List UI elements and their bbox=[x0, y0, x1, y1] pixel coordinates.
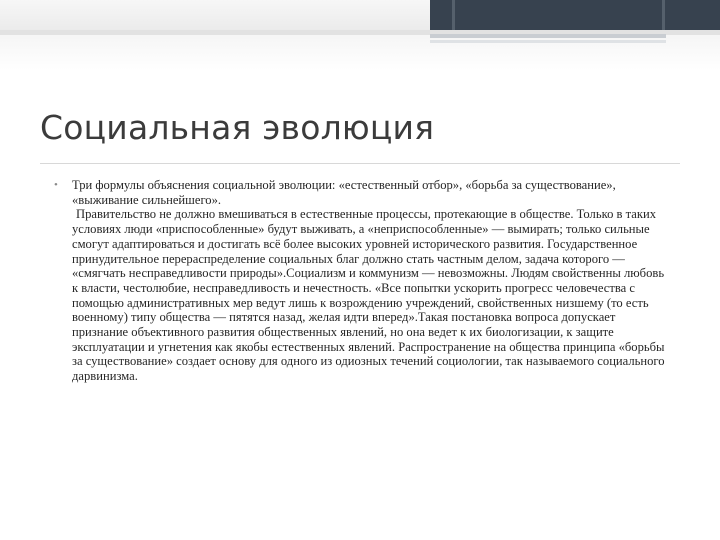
accent-stripe bbox=[662, 0, 665, 30]
header-accent-line bbox=[430, 34, 666, 38]
slide-title: Социальная эволюция bbox=[40, 108, 435, 147]
title-divider bbox=[40, 163, 680, 164]
header-accent-block bbox=[430, 0, 720, 30]
bullet-paragraph-intro: Три формулы объяснения социальной эволюции: «естественный отбор», «борьба за существование», «выживание сильнейшего». bbox=[72, 178, 616, 207]
accent-stripe bbox=[452, 0, 455, 30]
slide-body bbox=[52, 178, 670, 384]
bullet-paragraph-body: Правительство не должно вмешиваться в естественные процессы, протекающие в обществе. Только в таких условиях люди «приспособленные» будут выживать, а «неприспособленные» — вымирать; только сильные смогут адаптироваться и достигать всё более высоких уровней исторического развития. Государственное принудительное перераспределение социальных благ должно стать частным делом, задача которого — «смягчать несправедливости природы».Социализм и коммунизм — невозможны. Людям свойственны любовь к власти, честолюбие, несправедливость и нечестность. «Все попытки ускорить прогресс человечества с помощью административных мер ведут лишь к возрождению учреждений, свойственных низшему (то есть военному) типу общества — пятятся назад, желая идти вперед».Такая постановка вопроса допускает признание объективного развития общественных явлений, но она ведет к их биологизации, к защите эксплуатации и угнетения как якобы естественных явлений. Распространение на общества принципа «борьбы за существование» создает основу для одного из одиозных течений социологии, так называемого социального дарвинизма. bbox=[72, 207, 665, 384]
bullet-icon: • bbox=[54, 179, 58, 191]
header-accent-line-secondary bbox=[430, 40, 666, 43]
bullet-item bbox=[52, 178, 670, 384]
